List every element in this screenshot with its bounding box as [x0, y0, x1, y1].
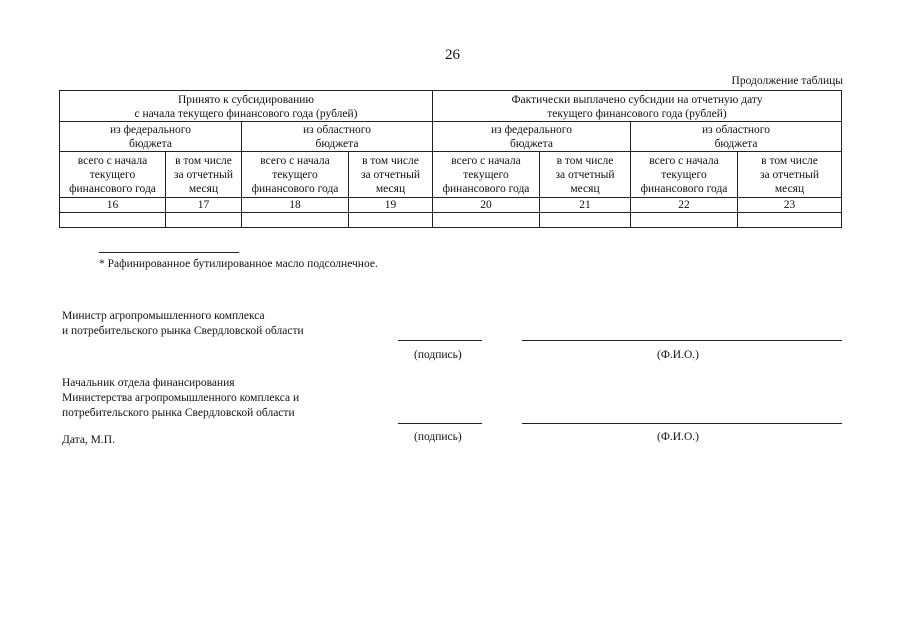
- col-header-line: текущего: [463, 168, 509, 181]
- header-row-budgets: [60, 122, 842, 152]
- col-header-line: всего с начала: [649, 154, 719, 167]
- col-header-line: за отчетный: [759, 168, 820, 181]
- col-header-total: [631, 152, 738, 198]
- minister-title-line-2: и потребительского рынка Свердловской области: [62, 325, 304, 337]
- empty-cell: [433, 213, 540, 228]
- col-header-line: финансового года: [442, 182, 530, 195]
- empty-cell: [540, 213, 631, 228]
- column-number: 19: [349, 198, 433, 213]
- budget-label-line-2: бюджета: [315, 138, 359, 150]
- col-header-total: [433, 152, 540, 198]
- subsidy-table: [59, 90, 842, 228]
- budget-label-line-2: бюджета: [510, 138, 553, 150]
- col-header-line: текущего: [89, 168, 136, 181]
- page-number: 26: [445, 47, 460, 63]
- col-header-line: месяц: [570, 182, 600, 195]
- col-header-month: [349, 152, 433, 198]
- col-header-line: финансового года: [251, 182, 339, 195]
- signature-line: [398, 423, 482, 424]
- header-accepted-line-2: с начала текущего финансового года (рублей): [134, 108, 358, 120]
- column-number-row: [60, 198, 842, 213]
- empty-cell: [242, 213, 349, 228]
- header-accepted-group: [60, 91, 433, 122]
- minister-title-line-1: Министр агропромышленного комплекса: [62, 310, 265, 322]
- footnote: * Рафинированное бутилированное масло подсолнечное.: [99, 258, 378, 270]
- head-title-line-2: Министерства агропромышленного комплекса и: [62, 392, 300, 404]
- footnote-rule: [99, 252, 239, 253]
- budget-label-line-2: бюджета: [714, 138, 758, 150]
- empty-data-row: [60, 213, 842, 228]
- column-number: 17: [166, 198, 242, 213]
- empty-cell: [349, 213, 433, 228]
- name-caption: (Ф.И.О.): [657, 349, 699, 361]
- col-header-line: всего с начала: [260, 154, 330, 167]
- header-paid-line-2: текущего финансового года (рублей): [547, 108, 727, 120]
- column-number: 20: [433, 198, 540, 213]
- header-federal-paid: [433, 122, 631, 152]
- column-number: 21: [540, 198, 631, 213]
- name-caption: (Ф.И.О.): [657, 431, 699, 443]
- col-header-line: в том числе: [761, 154, 818, 167]
- budget-label-line-1: из областного: [702, 124, 770, 136]
- col-header-line: всего с начала: [77, 154, 148, 167]
- continuation-label: Продолжение таблицы: [731, 75, 843, 87]
- budget-label-line-2: бюджета: [129, 138, 172, 150]
- col-header-line: финансового года: [69, 182, 156, 195]
- col-header-line: финансового года: [640, 182, 728, 195]
- column-number: 22: [631, 198, 738, 213]
- col-header-month: [540, 152, 631, 198]
- budget-label-line-1: из областного: [303, 124, 371, 136]
- budget-label-line-1: из федерального: [491, 124, 572, 136]
- col-header-line: за отчетный: [555, 168, 615, 181]
- col-header-total: [60, 152, 166, 198]
- col-header-line: месяц: [375, 182, 406, 195]
- column-number: 18: [242, 198, 349, 213]
- header-regional-paid: [631, 122, 842, 152]
- col-header-line: в том числе: [362, 154, 419, 167]
- name-line: [522, 423, 842, 424]
- head-title-line-1: Начальник отдела финансирования: [62, 377, 235, 389]
- col-header-line: всего с начала: [451, 154, 521, 167]
- header-accepted-line-1: Принято к субсидированию: [177, 94, 315, 106]
- date-label: Дата, М.П.: [62, 434, 115, 446]
- col-header-month: [166, 152, 242, 198]
- signature-caption: (подпись): [414, 349, 462, 361]
- header-row-groups: [60, 91, 842, 122]
- col-header-line: в том числе: [175, 154, 232, 167]
- column-number: 23: [738, 198, 842, 213]
- header-paid-line-1: Фактически выплачено субсидии на отчетную дату: [511, 94, 763, 106]
- head-title-line-3: потребительского рынка Свердловской области: [62, 407, 295, 419]
- signature-caption: (подпись): [414, 431, 462, 443]
- col-header-line: месяц: [774, 182, 805, 195]
- empty-cell: [166, 213, 242, 228]
- col-header-line: за отчетный: [360, 168, 421, 181]
- col-header-line: текущего: [661, 168, 707, 181]
- name-line: [522, 340, 842, 341]
- header-paid-group: [433, 91, 842, 122]
- budget-label-line-1: из федерального: [110, 124, 191, 136]
- col-header-line: в том числе: [556, 154, 614, 167]
- signature-line: [398, 340, 482, 341]
- empty-cell: [60, 213, 166, 228]
- column-number: 16: [60, 198, 166, 213]
- col-header-line: текущего: [272, 168, 318, 181]
- header-row-columns: [60, 152, 842, 198]
- header-regional-accepted: [242, 122, 433, 152]
- col-header-total: [242, 152, 349, 198]
- col-header-line: за отчетный: [173, 168, 234, 181]
- col-header-month: [738, 152, 842, 198]
- empty-cell: [631, 213, 738, 228]
- empty-cell: [738, 213, 842, 228]
- header-federal-accepted: [60, 122, 242, 152]
- col-header-line: месяц: [188, 182, 219, 195]
